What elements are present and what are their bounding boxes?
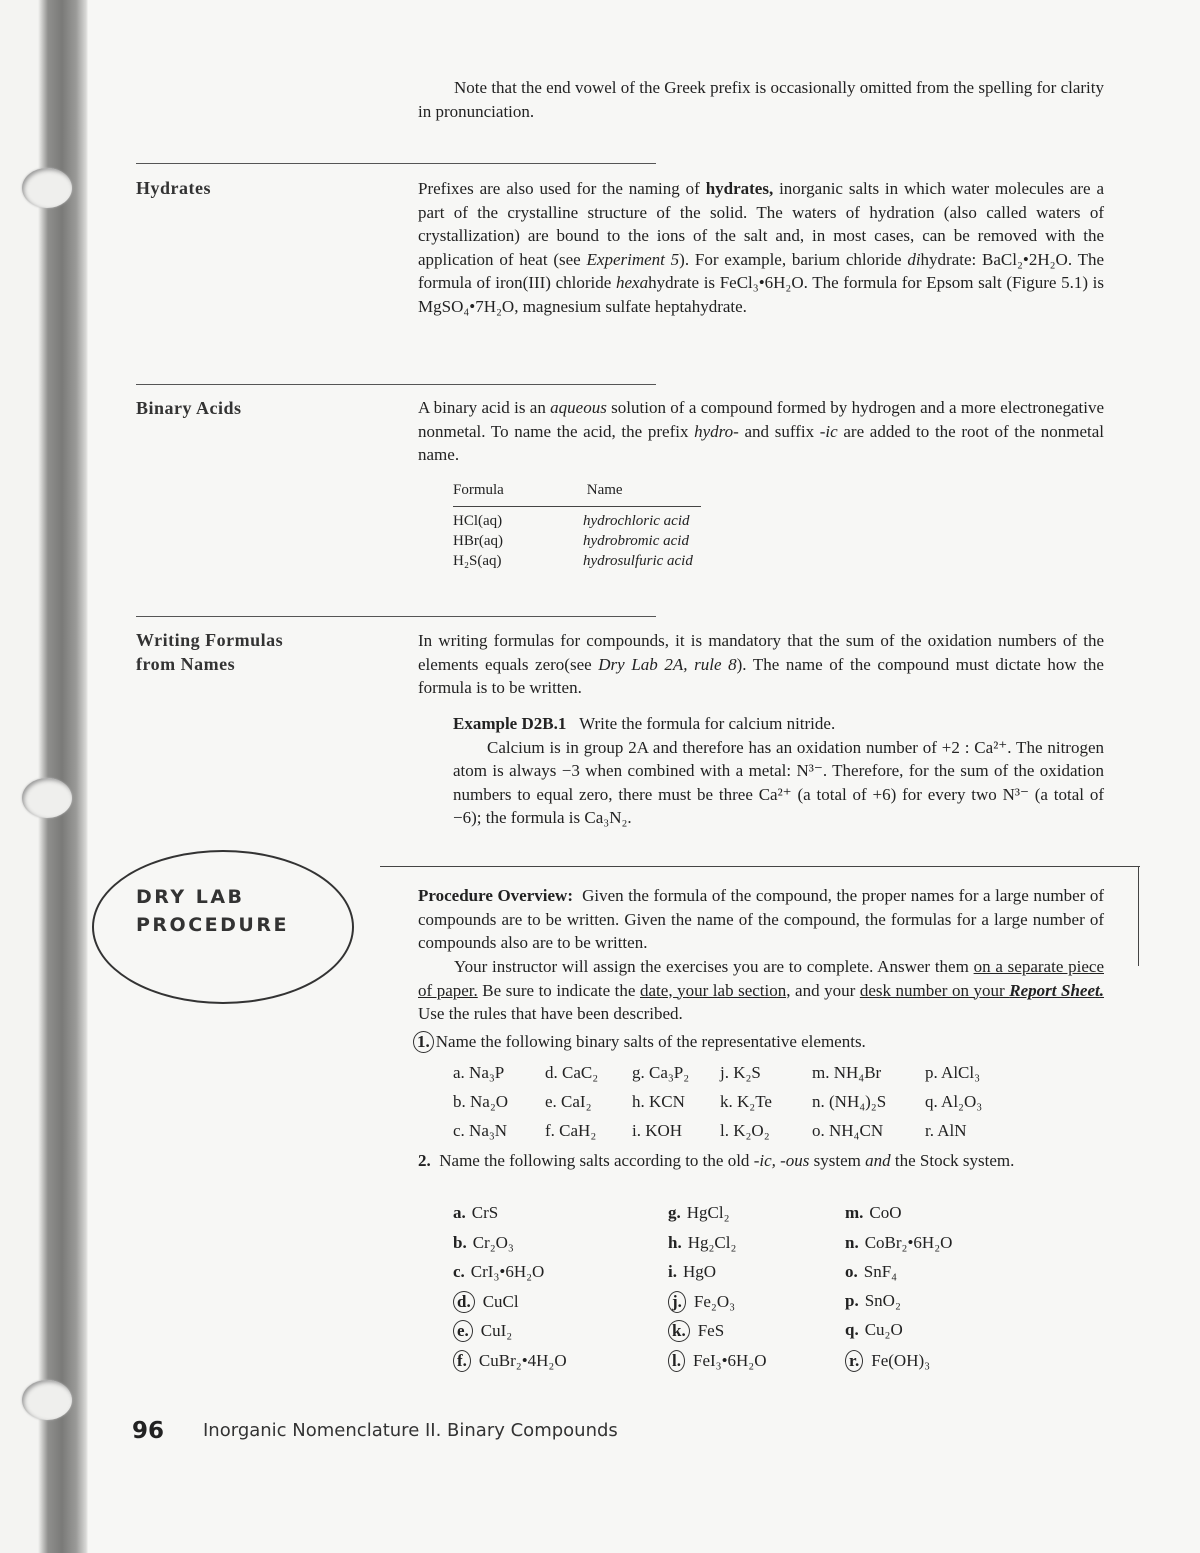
q2-item-formula: Fe₂O₃ xyxy=(693,1292,736,1311)
running-title: Inorganic Nomenclature II. Binary Compounds xyxy=(203,1420,618,1441)
question-1: 1. Name the following binary salts of the representative elements. xyxy=(413,1031,866,1053)
binary-acid-table xyxy=(453,482,701,573)
q2-item xyxy=(668,1350,767,1372)
question-2: 2. Name the following salts according to the old -ic, -ous system and the Stock system. xyxy=(418,1151,1015,1170)
q2-item-formula: HgCl₂ xyxy=(686,1203,730,1222)
q2-item-formula: Cr₂O₃ xyxy=(472,1233,514,1252)
q2-item xyxy=(668,1262,716,1282)
q2-item xyxy=(668,1233,736,1253)
q2-item-letter: f. xyxy=(453,1350,471,1372)
table-row: H₂S(aq) hydrosulfuric acid xyxy=(453,553,693,569)
q2-item-formula: CoO xyxy=(869,1203,902,1222)
q2-item xyxy=(453,1203,498,1223)
q1-item: j. K₂S xyxy=(720,1063,761,1082)
q2-item-formula: Hg₂Cl₂ xyxy=(687,1233,737,1252)
table-header-formula: Formula xyxy=(453,482,504,498)
q2-item-letter: c. xyxy=(453,1262,465,1281)
q2-item-letter: p. xyxy=(845,1291,859,1310)
binder-edge xyxy=(0,0,88,1553)
table-header-name: Name xyxy=(586,482,623,498)
q2-item xyxy=(668,1203,730,1223)
q2-item xyxy=(668,1291,735,1313)
q2-item-letter: q. xyxy=(845,1320,859,1339)
q2-item xyxy=(453,1262,544,1282)
q1-item: g. Ca₃P₂ xyxy=(632,1063,690,1082)
q1-item: r. AlN xyxy=(925,1121,967,1140)
example-d2b1: Example D2B.1 Write the formula for calcium nitride. Calcium is in group 2A and therefore has an oxidation number of +2 : Ca²⁺. The nitrogen atom is always −3 when combined with a metal: N³⁻. Therefore, for the sum of the oxidation numbers to equal zero, there must be three Ca²⁺ (a total of +6) for every two N³⁻ (a total of −6); the formula is Ca₃N₂. xyxy=(453,714,1104,827)
q1-item: i. KOH xyxy=(632,1121,683,1140)
q2-item xyxy=(845,1262,897,1282)
q2-item xyxy=(845,1320,903,1340)
q2-item-letter: k. xyxy=(668,1320,690,1342)
q2-item-letter: a. xyxy=(453,1203,466,1222)
q2-item-formula: FeS xyxy=(697,1321,725,1340)
q2-item xyxy=(453,1233,514,1253)
q2-item-formula: CuBr₂•4H₂O xyxy=(478,1351,567,1370)
q2-item-formula: CoBr₂•6H₂O xyxy=(864,1233,953,1252)
section-divider xyxy=(380,866,1140,867)
q2-item-formula: HgO xyxy=(682,1262,717,1281)
q2-item-formula: SnF₄ xyxy=(863,1262,898,1281)
section-heading-binary-acids: Binary Acids xyxy=(136,398,242,418)
table-row: HBr(aq) hydrobromic acid xyxy=(453,533,689,549)
intro-note: Note that the end vowel of the Greek prefix is occasionally omitted from the spelling for clarity in pronunciation. xyxy=(418,78,1104,121)
q2-item xyxy=(845,1350,930,1372)
q2-item-letter: r. xyxy=(845,1350,863,1372)
q2-item xyxy=(845,1291,901,1311)
q2-item xyxy=(845,1203,902,1223)
q1-item: c. Na₃N xyxy=(453,1121,508,1140)
q1-item: d. CaC₂ xyxy=(545,1063,599,1082)
section-heading-hydrates: Hydrates xyxy=(136,178,211,198)
punch-hole xyxy=(22,168,72,208)
hydrates-paragraph: Prefixes are also used for the naming of hydrates, inorganic salts in which water molecules are a part of the crystalline structure of the solid. The waters of hydration (also called waters of crystallization) are bound to the ions of the salt and, in most cases, can be removed with the application of heat (see Experiment 5). For example, barium chloride dihydrate: BaCl₂•2H₂O. The formula of iron(III) chloride hexahydrate is FeCl₃•6H₂O. The formula for Epsom salt (Figure 5.1) is MgSO₄•7H₂O, magnesium sulfate heptahydrate. xyxy=(418,179,1105,316)
q2-item xyxy=(668,1320,724,1342)
q2-item-letter: d. xyxy=(453,1291,475,1313)
q2-item xyxy=(453,1320,512,1342)
q1-item: o. NH₄CN xyxy=(812,1121,884,1140)
procedure-overview: Procedure Overview: Given the formula of the compound, the proper names for a large number of compounds are to be written. Given the name of the compound, the formulas for a large number of compounds also are to be written. xyxy=(418,886,1104,952)
q2-item-letter: o. xyxy=(845,1262,858,1281)
q2-item-letter: h. xyxy=(668,1233,682,1252)
q2-item-letter: j. xyxy=(668,1291,686,1313)
q1-item: l. K₂O₂ xyxy=(720,1121,770,1140)
q2-item-formula: CuI₂ xyxy=(480,1321,513,1340)
q1-item: m. NH₄Br xyxy=(812,1063,882,1082)
binary-acids-paragraph: A binary acid is an aqueous solution of a compound formed by hydrogen and a more electronegative nonmetal. To name the acid, the prefix hydro- and suffix -ic are added to the root of the nonmetal name. xyxy=(418,398,1104,464)
q2-item-letter: g. xyxy=(668,1203,681,1222)
q2-item-formula: SnO₂ xyxy=(864,1291,901,1310)
instructions: Your instructor will assign the exercises you are to complete. Answer them on a separate piece of paper. Be sure to indicate the date, your lab section, and your desk number on your Report Sheet. Use the rules that have been described. xyxy=(418,957,1104,1023)
q1-item: k. K₂Te xyxy=(720,1092,772,1111)
q1-item: b. Na₂O xyxy=(453,1092,509,1111)
punch-hole xyxy=(22,1380,72,1420)
q2-item xyxy=(845,1233,952,1253)
q2-item xyxy=(453,1350,567,1372)
writing-paragraph: In writing formulas for compounds, it is mandatory that the sum of the oxidation numbers of the elements equals zero(see Dry Lab 2A, rule 8). The name of the compound must dictate how the formula is to be written. xyxy=(418,631,1104,697)
punch-hole xyxy=(22,778,72,818)
q2-item-formula: CrI₃•6H₂O xyxy=(470,1262,545,1281)
q2-item-formula: Fe(OH)₃ xyxy=(871,1351,931,1370)
section-divider xyxy=(136,616,656,617)
q1-item: n. (NH₄)₂S xyxy=(812,1092,887,1111)
table-row: HCl(aq) hydrochloric acid xyxy=(453,513,690,529)
box-edge xyxy=(1138,866,1139,966)
q2-item-formula: CuCl xyxy=(482,1292,519,1311)
section-divider xyxy=(136,163,656,164)
q2-item-formula: Cu₂O xyxy=(864,1320,903,1339)
q2-item-letter: l. xyxy=(668,1350,685,1372)
q1-item: a. Na₃P xyxy=(453,1063,505,1082)
q2-item-letter: n. xyxy=(845,1233,859,1252)
q2-item-letter: m. xyxy=(845,1203,864,1222)
q2-item-letter: e. xyxy=(453,1320,473,1342)
q1-item: f. CaH₂ xyxy=(545,1121,597,1140)
section-heading-writing: Writing Formulas from Names xyxy=(136,630,284,674)
q2-item xyxy=(453,1291,519,1313)
q2-item-letter: b. xyxy=(453,1233,467,1252)
q2-item-formula: FeI₃•6H₂O xyxy=(692,1351,767,1370)
section-divider xyxy=(136,384,656,385)
q2-item-formula: CrS xyxy=(471,1203,499,1222)
procedure-label: PROCEDURE xyxy=(136,914,289,936)
table-rule xyxy=(453,506,701,507)
q1-item: p. AlCl₃ xyxy=(925,1063,981,1082)
q1-item: q. Al₂O₃ xyxy=(925,1092,983,1111)
q1-item: e. CaI₂ xyxy=(545,1092,592,1111)
dry-lab-label: DRY LAB xyxy=(136,886,245,908)
q2-item-letter: i. xyxy=(668,1262,677,1281)
q1-item: h. KCN xyxy=(632,1092,685,1111)
page-number: 96 xyxy=(132,1418,165,1444)
